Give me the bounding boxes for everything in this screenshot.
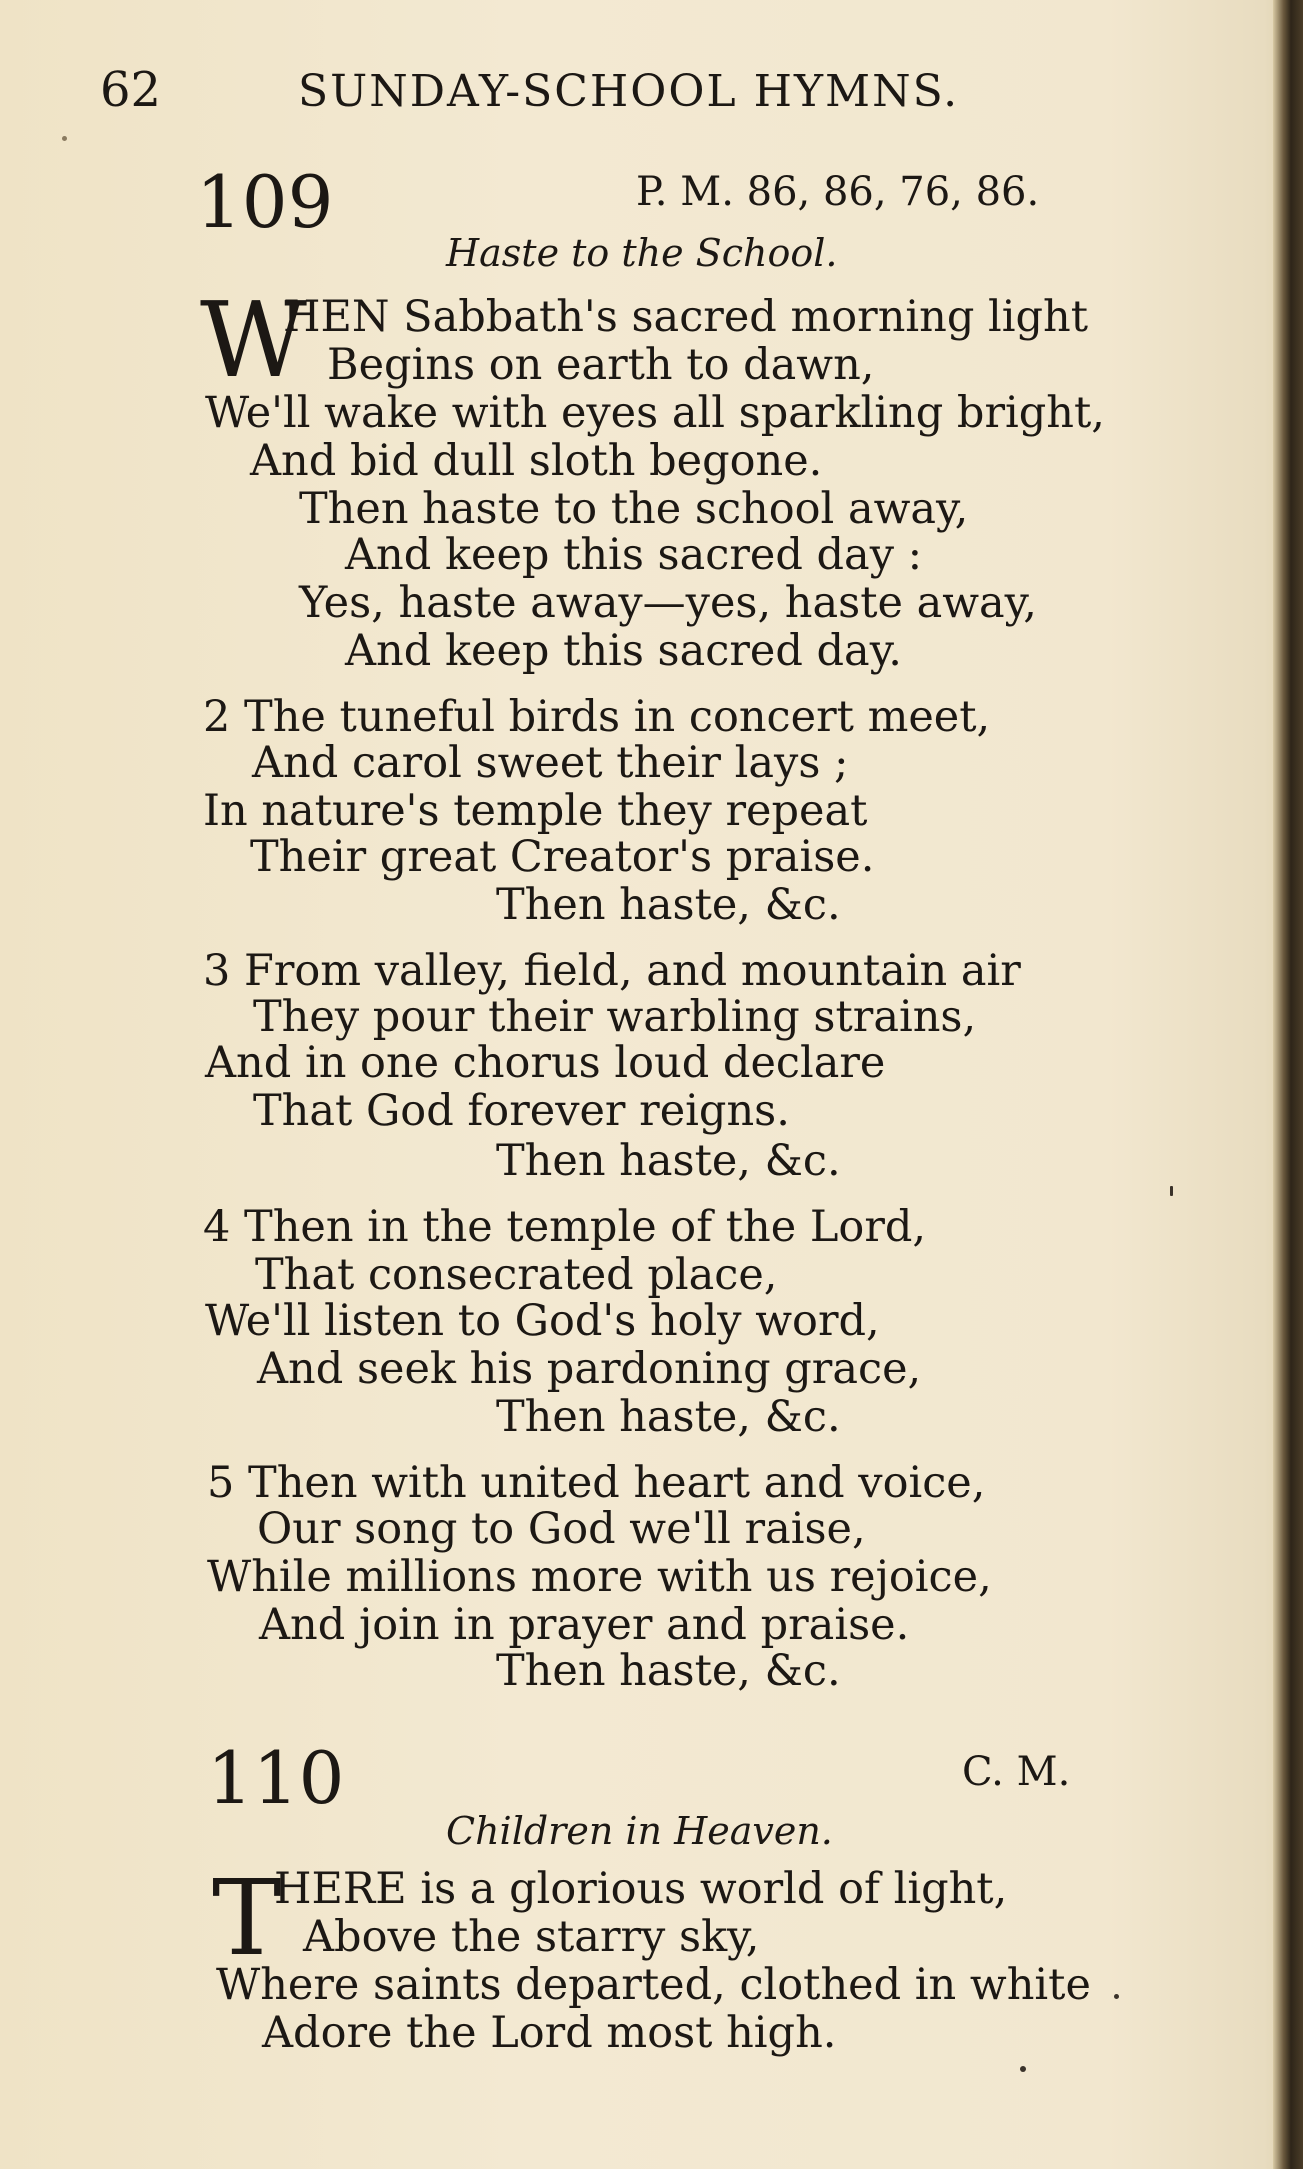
hymn-line: Begins on earth to dawn, — [327, 340, 875, 390]
hymn-line: HERE is a glorious world of light, — [274, 1864, 1008, 1914]
hymn-line: HEN Sabbath's sacred morning light — [283, 292, 1089, 342]
hymn-line: And carol sweet their lays ; — [252, 738, 849, 788]
book-spine-edge — [1273, 0, 1303, 2169]
hymn-line: In nature's temple they repeat — [203, 786, 868, 836]
hymn-line: Where saints departed, clothed in white — [216, 1960, 1091, 2010]
hymn-number: 109 — [196, 160, 334, 244]
hymn-line: And keep this sacred day. — [345, 626, 902, 676]
hymn-line: That consecrated place, — [255, 1250, 778, 1300]
hymn-line: And seek his pardoning grace, — [257, 1344, 922, 1394]
paper-speck — [1020, 2066, 1026, 2072]
drop-cap: W — [200, 279, 307, 401]
hymn-line: 4 Then in the temple of the Lord, — [203, 1202, 927, 1252]
hymn-title: Haste to the School. — [446, 231, 838, 275]
hymn-line: Their great Creator's praise. — [250, 832, 875, 882]
hymn-line: While millions more with us rejoice, — [207, 1552, 992, 1602]
hymn-line: 5 Then with united heart and voice, — [207, 1458, 986, 1508]
hymn-line: 3 From valley, field, and mountain air — [203, 946, 1021, 996]
hymn-line: Then haste, &c. — [496, 1136, 841, 1186]
page-number: 62 — [100, 62, 162, 118]
hymn-line: And in one chorus loud declare — [205, 1038, 886, 1088]
hymn-line: Then haste, &c. — [496, 1646, 841, 1696]
hymn-line: And keep this sacred day : — [345, 530, 923, 580]
hymn-meter: P. M. 86, 86, 76, 86. — [636, 169, 1040, 215]
hymn-line: Adore the Lord most high. — [262, 2008, 837, 2058]
hymn-title: Children in Heaven. — [446, 1809, 833, 1853]
hymn-line: 2 The tuneful birds in concert meet, — [203, 692, 991, 742]
hymn-line: Then haste, &c. — [496, 880, 841, 930]
drop-cap: T — [212, 1857, 282, 1979]
hymn-line: They pour their warbling strains, — [253, 992, 977, 1042]
paper-speck — [62, 136, 67, 141]
hymn-line: That God forever reigns. — [253, 1086, 790, 1136]
hymn-line: Then haste, &c. — [496, 1392, 841, 1442]
hymn-meter: C. M. — [962, 1749, 1071, 1795]
hymn-line: We'll listen to God's holy word, — [205, 1296, 880, 1346]
hymn-line: And bid dull sloth begone. — [250, 436, 823, 486]
hymn-line: And join in prayer and praise. — [259, 1600, 910, 1650]
hymn-line: We'll wake with eyes all sparkling bright, — [205, 388, 1105, 438]
paper-speck — [1114, 1994, 1119, 1999]
hymn-line: Then haste to the school away, — [299, 484, 969, 534]
running-title: SUNDAY-SCHOOL HYMNS. — [298, 66, 960, 117]
paper-speck — [1170, 1186, 1173, 1196]
hymn-line: Yes, haste away—yes, haste away, — [299, 578, 1037, 628]
hymn-line: Above the starry sky, — [303, 1912, 760, 1962]
hymn-line: Our song to God we'll raise, — [257, 1504, 866, 1554]
hymn-number: 110 — [207, 1736, 345, 1820]
